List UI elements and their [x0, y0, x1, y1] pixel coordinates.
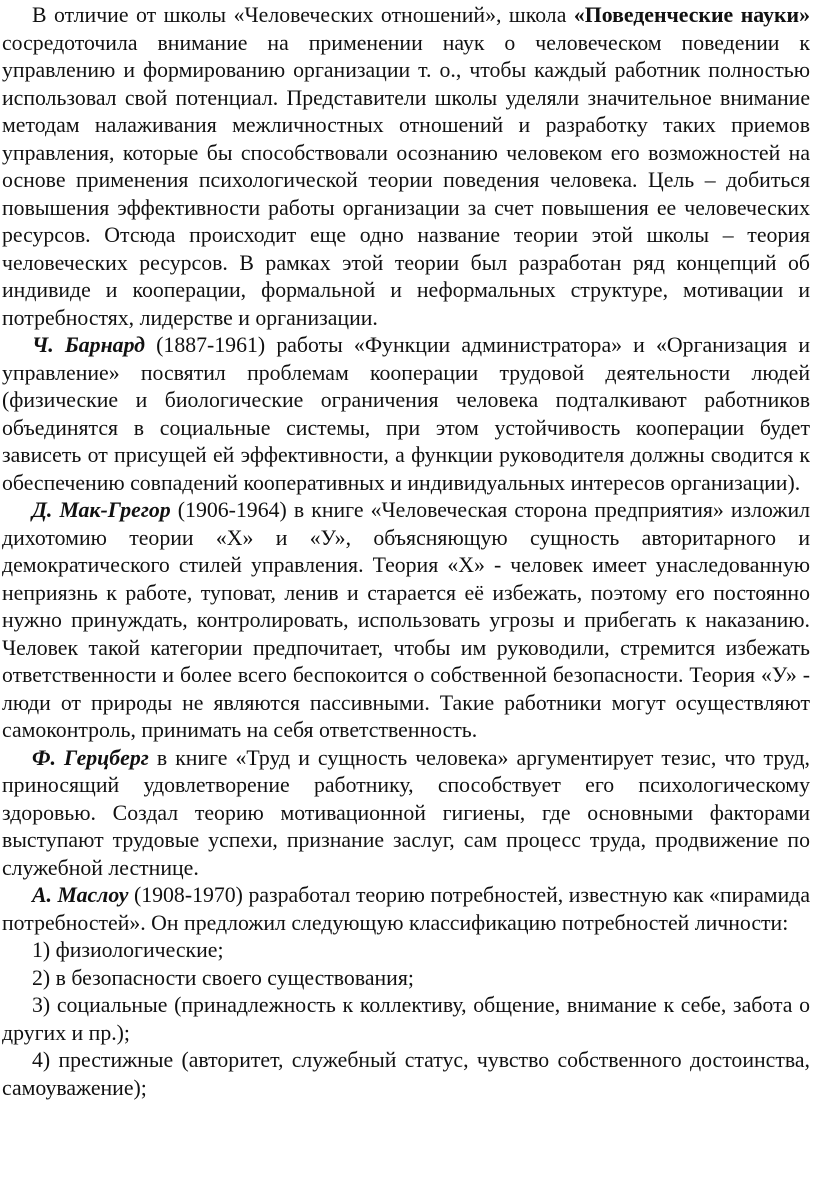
- paragraph-herzberg: [2, 745, 810, 883]
- needs-list-item: 3) социальные (принадлежность к коллективу, общение, внимание к себе, забота о других и пр.);: [2, 993, 810, 1045]
- paragraph-text: в книге «Труд и сущность человека» аргументирует тезис, что труд, приносящий удовлетворение работнику, способствует его психологическому здоровью. Создал теорию мотивационной гигиены, где основными факторами выступают трудовые успехи, признание заслуг, сам процесс труда, продвижение по служебной лестнице.: [2, 745, 810, 880]
- paragraph-barnard: [2, 332, 810, 497]
- author-name: А. Маслоу: [32, 883, 129, 907]
- paragraph-text: (1906-1964) в книге «Человеческая сторона предприятия» изложил дихотомию теории «Х» и «У», объясняющую сущность авторитарного и демократического стилей управления. Теория «Х» - человек имеет унаследованную неприязнь к работе, туповат, ленив и старается её избежать, поэтому его постоянно нужно принуждать, контролировать, использовать угрозы и прибегать к наказанию. Человек такой категории предпочитает, чтобы им руководили, стремится избежать ответственности и более всего беспокоится о собственной безопасности. Теория «У» - люди от природы не являются пассивными. Такие работники могут осуществляют самоконтроль, принимать на себя ответственность.: [2, 498, 810, 742]
- paragraph-behavioral-school: [2, 2, 810, 332]
- school-name-term: «Поведенческие науки»: [573, 3, 810, 27]
- needs-list-item: 4) престижные (авторитет, служебный статус, чувство собственного достоинства, самоуважение);: [2, 1048, 810, 1100]
- paragraph-text: (1908-1970) разработал теорию потребностей, известную как «пирамида потребностей». Он предложил следующую классификацию потребностей личности:: [2, 883, 810, 935]
- paragraph-maslow: [2, 882, 810, 937]
- needs-list-item: 2) в безопасности своего существования;: [32, 965, 414, 990]
- paragraph-text: сосредоточила внимание на применении наук о человеческом поведении к управлению и формированию организации т. о., чтобы каждый работник полностью использовал свой потенциал. Представители школы уделяли значительное внимание методам налаживания межличностных отношений и разработку таких приемов управления, которые бы способствовали осознанию человеком его возможностей на основе применения психологической теории поведения человека. Цель – добиться повышения эффективности работы организации за счет повышения ее человеческих ресурсов. Отсюда происходит еще одно название теории этой школы – теория человеческих ресурсов. В рамках этой теории был разработан ряд концепций об индивиде и кооперации, формальной и неформальных структуре, мотивации и потребностях, лидерстве и организации.: [2, 30, 810, 330]
- paragraph-mcgregor: [2, 497, 810, 745]
- author-name: Ф. Герцберг: [32, 745, 149, 770]
- author-name: Д. Мак-Грегор: [32, 498, 171, 522]
- needs-list-item: 1) физиологические;: [32, 938, 224, 962]
- author-name: Ч. Барнард: [32, 333, 145, 357]
- paragraph-text: (1887-1961) работы «Функции администратора» и «Организация и управление» посвятил проблемам кооперации трудовой деятельности людей (физические и биологические ограничения человека подталкивают работников объединятся в социальные системы, при этом устойчивость кооперации будет зависеть от присущей ей эффективности, а функции руководителя должны сводится к обеспечению совпадений кооперативных и индивидуальных интересов организации).: [2, 333, 810, 495]
- paragraph-lead: В отличие от школы «Человеческих отношений», школа: [32, 3, 574, 27]
